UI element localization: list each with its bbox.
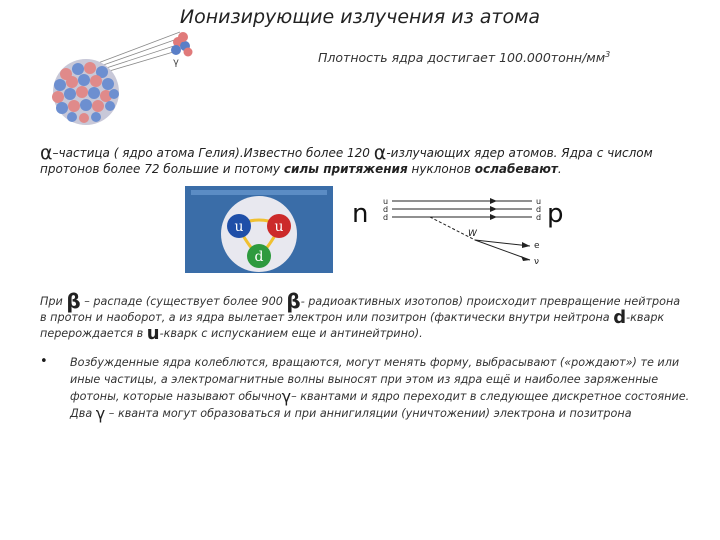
svg-text:d: d [383, 213, 389, 222]
alpha-paragraph: α–частица ( ядро атома Гелия).Известно более 120 α-излучающих ядер атомов. Ядра с числом протонов более 72 большие и потому силы притяжения нуклонов ослабевают. [40, 142, 653, 176]
neutron-label: n [352, 199, 369, 229]
arrowheads [490, 198, 497, 220]
nucleus-figure [30, 28, 200, 128]
antineutrino-label: ν [534, 257, 540, 267]
svg-text:u: u [274, 219, 284, 235]
gamma-label: γ [173, 57, 179, 68]
quark-figure [185, 186, 333, 273]
svg-text:u: u [536, 197, 542, 206]
d-quark-symbol: d [613, 307, 627, 328]
w-label: W [468, 229, 477, 239]
large-nucleus [52, 59, 119, 125]
svg-text:u: u [383, 197, 389, 206]
gamma-symbol: γ [281, 387, 292, 406]
bullet-mark: • [40, 354, 48, 369]
electron-label: e [534, 241, 540, 251]
alpha-symbol: α [40, 142, 53, 164]
proton-label: p [547, 199, 564, 229]
quark-svg [185, 186, 333, 273]
small-cluster [171, 32, 193, 57]
gamma-symbol-2: γ [95, 404, 106, 423]
svg-text:d: d [536, 205, 542, 214]
density-note: Плотность ядра достигает $100.000тонн/мм^3$ [318, 50, 611, 66]
svg-text:d: d [383, 205, 389, 214]
beta-paragraph: При β – распаде (существует более 900 β- радиоактивных изотопов) происходит превращение нейтрона в протон и наоборот, а из ядра вылетает электрон или позитрон (фактически внутри нейтрона d-кварк перерождается в u-кварк с испусканием еще и антинейтрино). [40, 289, 681, 344]
beta-symbol-2: β [286, 289, 301, 313]
svg-text:d: d [254, 249, 264, 265]
beta-symbol: β [66, 289, 81, 313]
quark-lines [392, 201, 532, 217]
u-quark-symbol: u [146, 323, 160, 344]
svg-text:u: u [234, 219, 244, 235]
page-title: Ионизирующие излучения из атома [179, 6, 541, 28]
beta-decay-diagram [350, 190, 580, 270]
alpha-symbol-2: α [373, 142, 387, 164]
right-quark-labels [536, 197, 541, 222]
left-quark-labels [383, 197, 388, 222]
svg-text:d: d [536, 213, 542, 222]
gamma-paragraph: Возбужденные ядра колеблются, вращаются, могут менять форму, выбрасывают («рождают») те или иные частицы, а электромагнитные волны выносят при этом из ядра ещё и наиболее заряженные фотоны, которые называют обычноγ– квантами и ядро переходит в следующее дискретное состояние. Два γ – кванта могут образоваться и при аннигиляции (уничтожении) электрона и позитрона [70, 356, 690, 423]
